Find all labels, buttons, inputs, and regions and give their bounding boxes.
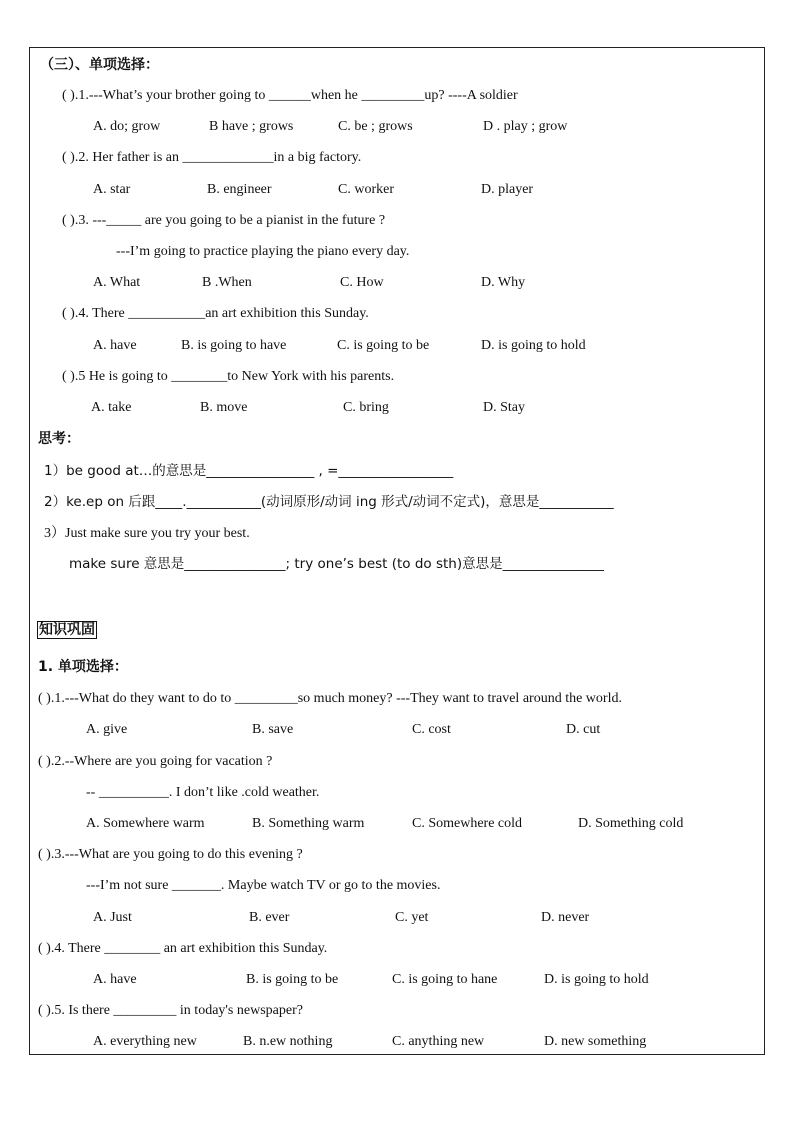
option-b: B. engineer	[207, 182, 272, 197]
option-b: B. is going to have	[181, 338, 287, 353]
option-d: D. Something cold	[578, 816, 684, 831]
question-stem: ( ).1.---What do they want to do to _________so much money? ---They want to travel around the world.	[38, 691, 622, 706]
question-stem: ( ).2. Her father is an _____________in a big factory.	[62, 150, 362, 165]
option-c: C. bring	[343, 400, 389, 415]
question-stem: ( ).3. ---_____ are you going to be a pianist in the future ?	[62, 213, 386, 228]
option-a: A. Somewhere warm	[86, 816, 205, 831]
option-a: A. star	[93, 182, 131, 197]
question-stem-line2: -- __________. I don’t like .cold weather.	[86, 785, 320, 800]
thinking-item: 2）ke.ep on 后跟____.___________(动词原形/动词 ing 形式/动词不定式)，意思是___________	[44, 494, 614, 510]
thinking-item: 1）be good at…的意思是________________ , =_________________	[44, 463, 454, 479]
option-a: A. have	[93, 338, 137, 353]
option-a: A. Just	[93, 910, 132, 925]
question-stem: ( ).5. Is there _________ in today's newspaper?	[38, 1003, 303, 1018]
question-stem-line2: ---I’m going to practice playing the piano every day.	[116, 244, 410, 259]
option-b: B. Something warm	[252, 816, 365, 831]
option-c: C. is going to hane	[392, 972, 498, 987]
question-stem: ( ).1.---What’s your brother going to ______when he _________up? ----A soldier	[62, 88, 518, 103]
question-stem: ( ).4. There ___________an art exhibition this Sunday.	[62, 306, 369, 321]
option-b: B. ever	[249, 910, 290, 925]
option-c: C. Somewhere cold	[412, 816, 523, 831]
option-a: A. take	[91, 400, 132, 415]
section-heading: 1. 单项选择：	[38, 659, 128, 675]
section-title-box: 知识巩固	[39, 622, 95, 638]
section-heading: （三）、单项选择：	[40, 57, 159, 73]
option-c: C. is going to be	[337, 338, 430, 353]
option-b: B. is going to be	[246, 972, 339, 987]
option-d: D. is going to hold	[481, 338, 586, 353]
option-d: D . play ; grow	[483, 119, 568, 134]
option-d: D. is going to hold	[544, 972, 649, 987]
option-b: B. move	[200, 400, 248, 415]
question-stem-line2: ---I’m not sure _______. Maybe watch TV or go to the movies.	[86, 878, 441, 893]
option-c: C. cost	[412, 722, 451, 737]
option-d: D. player	[481, 182, 534, 197]
thinking-item: 3）Just make sure you try your best.	[44, 526, 250, 541]
option-b: B. save	[252, 722, 294, 737]
question-stem: ( ).4. There ________ an art exhibition this Sunday.	[38, 941, 328, 956]
option-c: C. yet	[395, 910, 429, 925]
thinking-item: make sure 意思是_______________; try one’s best (to do sth)意思是_______________	[69, 556, 604, 572]
option-d: D. Stay	[483, 400, 525, 415]
option-d: D. Why	[481, 275, 526, 290]
option-d: D. never	[541, 910, 590, 925]
option-d: D. cut	[566, 722, 601, 737]
option-b: B have ; grows	[209, 119, 294, 134]
thinking-heading: 思考：	[38, 431, 80, 447]
option-c: C. anything new	[392, 1034, 485, 1049]
option-a: A. do; grow	[93, 119, 161, 134]
option-d: D. new something	[544, 1034, 647, 1049]
document-frame	[29, 47, 765, 1055]
question-stem: ( ).2.--Where are you going for vacation ?	[38, 754, 273, 769]
option-c: C. How	[340, 275, 384, 290]
option-a: A. everything new	[93, 1034, 197, 1049]
option-c: C. be ; grows	[338, 119, 413, 134]
question-stem: ( ).5 He is going to ________to New York with his parents.	[62, 369, 395, 384]
option-c: C. worker	[338, 182, 394, 197]
option-b: B .When	[202, 275, 252, 290]
question-stem: ( ).3.---What are you going to do this evening ?	[38, 847, 303, 862]
option-a: A. What	[93, 275, 141, 290]
option-b: B. n.ew nothing	[243, 1034, 333, 1049]
option-a: A. give	[86, 722, 128, 737]
option-a: A. have	[93, 972, 137, 987]
